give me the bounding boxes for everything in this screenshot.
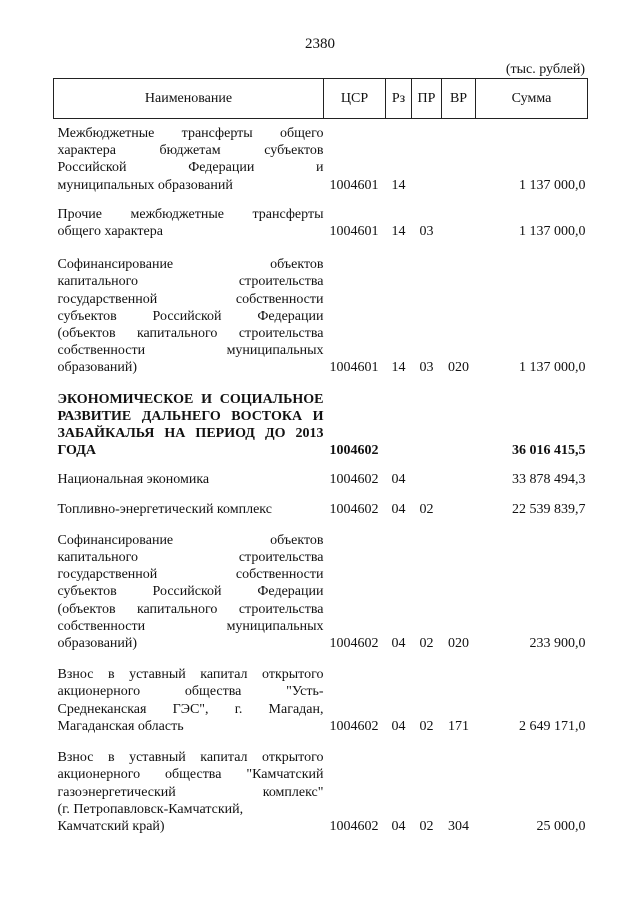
row-rz: 04	[391, 636, 406, 652]
row-pr	[412, 119, 442, 194]
row-sum: 33 878 494,3	[512, 472, 586, 488]
row-vr	[442, 119, 476, 194]
row-vr: 020	[448, 636, 469, 652]
header-name: Наименование	[54, 79, 324, 119]
row-name: Софинансирование объектов капитального строительства государственной собственности субъектов Российской Федерации (объектов капитального строительства собственности муниципальных образований)	[57, 532, 324, 652]
table-row	[54, 741, 588, 835]
row-rz	[386, 383, 412, 466]
row-name: ЭКОНОМИЧЕСКОЕ И СОЦИАЛЬНОЕ РАЗВИТИЕ ДАЛЬНЕГО ВОСТОКА И ЗАБАЙКАЛЬЯ НА ПЕРИОД ДО 2013 ГОДА	[57, 391, 324, 459]
table-row	[54, 194, 588, 246]
row-csr: 1004602	[329, 818, 379, 834]
row-sum: 1 137 000,0	[519, 360, 586, 376]
row-pr	[412, 465, 442, 494]
row-sum: 25 000,0	[536, 818, 586, 834]
row-csr: 1004602	[329, 501, 379, 517]
header-rz: Рз	[386, 79, 412, 119]
row-vr: 171	[448, 718, 469, 734]
header-vr: ВР	[442, 79, 476, 119]
table-row	[54, 495, 588, 524]
row-rz: 14	[391, 224, 406, 240]
header-csr: ЦСР	[324, 79, 386, 119]
row-csr: 1004602	[329, 472, 379, 488]
table-row	[54, 658, 588, 741]
row-name: Софинансирование объектов капитального строительства государственной собственности субъектов Российской Федерации (объектов капитального строительства собственности муниципальных образований)	[57, 257, 324, 376]
row-vr	[442, 194, 476, 246]
row-pr: 02	[419, 818, 434, 834]
row-csr: 1004602	[329, 718, 379, 734]
row-name: Взнос в уставный капитал открытого акционерного общества "Усть- Среднеканская ГЭС", г. Магадан, Магаданская область	[57, 667, 324, 734]
table-row	[54, 524, 588, 658]
row-csr: 1004602	[329, 636, 379, 652]
row-sum: 233 900,0	[529, 636, 586, 652]
table-row	[54, 246, 588, 382]
row-pr: 03	[419, 224, 434, 240]
row-pr: 02	[419, 718, 434, 734]
row-rz: 04	[391, 818, 406, 834]
row-vr: 304	[448, 818, 469, 834]
header-pr: ПР	[412, 79, 442, 119]
row-sum: 22 539 839,7	[512, 501, 586, 517]
row-pr: 02	[419, 501, 434, 517]
row-name: Межбюджетные трансферты общего характера бюджетам субъектов Российской Федерации и муниципальных образований	[57, 126, 324, 193]
row-csr: 1004601	[329, 224, 379, 240]
row-pr	[412, 383, 442, 466]
row-csr: 1004601	[329, 360, 379, 376]
header-sum: Сумма	[476, 79, 588, 119]
row-vr	[442, 383, 476, 466]
row-vr: 020	[448, 360, 469, 376]
page-number: 2380	[305, 36, 335, 52]
table-row	[54, 465, 588, 494]
row-vr	[442, 465, 476, 494]
row-name: Национальная экономика	[57, 472, 210, 488]
row-name: Топливно-энергетический комплекс	[57, 501, 272, 517]
row-pr: 03	[419, 360, 434, 376]
row-sum: 2 649 171,0	[519, 718, 586, 734]
budget-table	[53, 78, 588, 835]
row-csr: 1004601	[329, 177, 379, 193]
row-csr: 1004602	[329, 443, 379, 459]
row-sum: 1 137 000,0	[519, 224, 586, 240]
row-rz: 04	[391, 718, 406, 734]
row-rz: 04	[391, 501, 406, 517]
header-row	[54, 79, 588, 119]
row-name: Взнос в уставный капитал открытого акционерного общества "Камчатский газоэнергетический комплекс" (г. Петропавловск-Камчатский, Камчатский край)	[57, 750, 324, 834]
row-rz: 14	[391, 177, 406, 193]
row-name: Прочие межбюджетные трансферты общего характера	[57, 206, 324, 240]
row-vr	[442, 495, 476, 524]
table-row	[54, 383, 588, 466]
units-label: (тыс. рублей)	[505, 62, 585, 77]
row-sum: 36 016 415,5	[512, 443, 586, 459]
row-rz: 04	[391, 472, 406, 488]
row-rz: 14	[391, 360, 406, 376]
table-row	[54, 119, 588, 194]
row-sum: 1 137 000,0	[519, 177, 586, 193]
row-pr: 02	[419, 636, 434, 652]
